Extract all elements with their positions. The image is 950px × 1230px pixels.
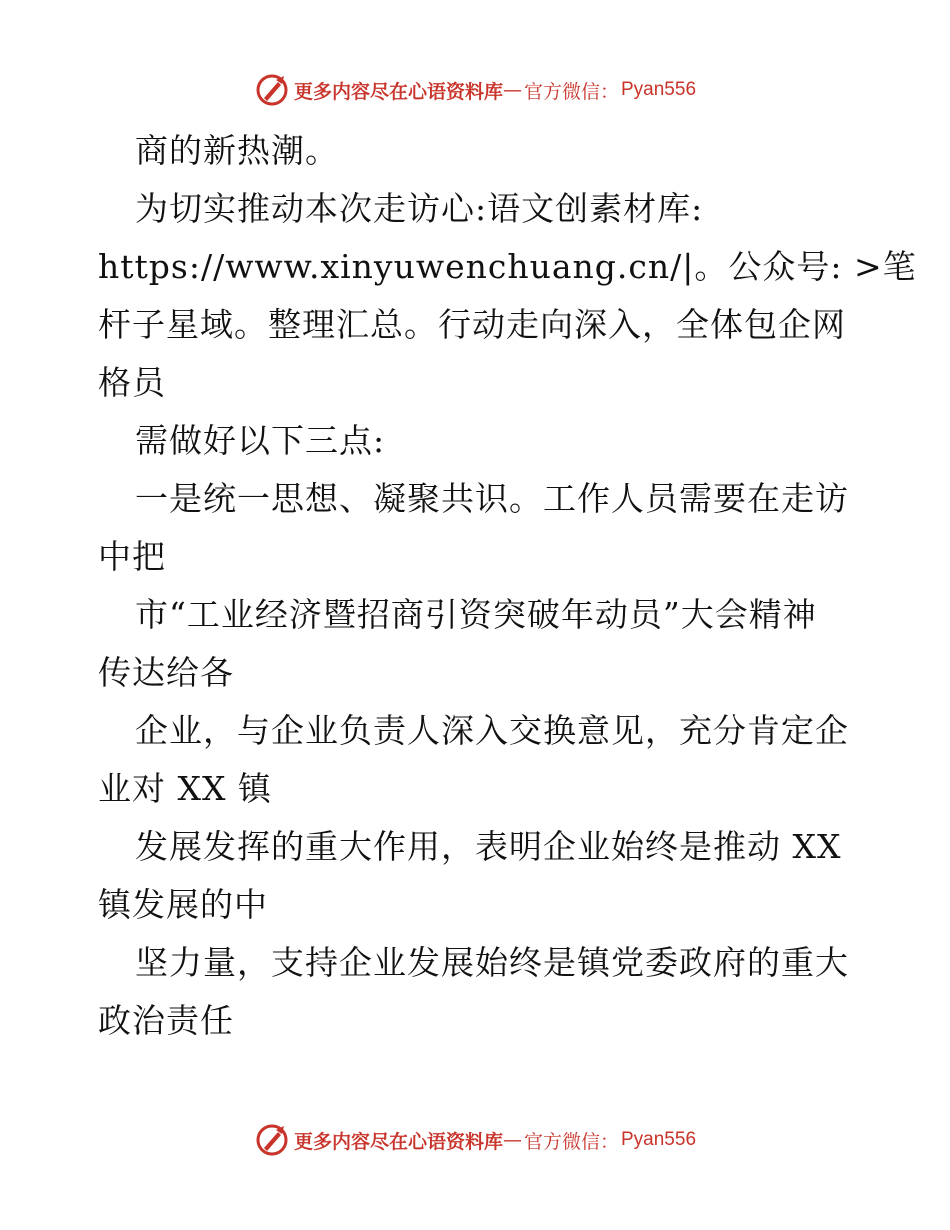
body-line: 政治责任 [98, 1001, 234, 1040]
quill-pen-logo-icon [254, 1122, 290, 1158]
body-line: https://www.xinyuwenchuang.cn/|。公众号: >笔 [98, 247, 917, 286]
body-line: 中把 [98, 537, 166, 576]
body-line: 坚力量，支持企业发展始终是镇党委政府的重大 [135, 943, 849, 982]
body-line: 为切实推动本次走访心:语文创素材库: [135, 189, 704, 228]
body-line: 杆子星域。整理汇总。行动走向深入，全体包企网 [98, 305, 846, 344]
body-line: 需做好以下三点: [135, 421, 386, 460]
watermark-separator: — [502, 1129, 522, 1151]
quill-pen-logo-icon [254, 72, 290, 108]
watermark-label: 官方微信： [523, 80, 619, 103]
watermark-site-text: 更多内容尽在心语资料库 [293, 80, 503, 103]
header-watermark [0, 70, 950, 110]
body-line: 企业，与企业负责人深入交换意见，充分肯定企 [135, 711, 849, 750]
watermark-site-text: 更多内容尽在心语资料库 [293, 1130, 503, 1153]
footer-watermark [0, 1120, 950, 1160]
document-body [98, 122, 917, 1050]
body-line: 业对 XX 镇 [98, 769, 272, 808]
body-line: 格员 [98, 363, 166, 402]
watermark-separator: — [502, 79, 522, 101]
body-line: 传达给各 [98, 653, 234, 692]
watermark-wechat-id: Pyan556 [621, 1129, 697, 1150]
body-line: 市“工业经济暨招商引资突破年动员”大会精神 [135, 595, 817, 634]
watermark-label: 官方微信： [523, 1130, 619, 1153]
watermark-wechat-id: Pyan556 [621, 79, 697, 100]
body-line: 发展发挥的重大作用，表明企业始终是推动 XX [135, 827, 842, 866]
body-line: 镇发展的中 [98, 885, 268, 924]
body-line: 商的新热潮。 [135, 131, 339, 170]
body-line: 一是统一思想、凝聚共识。工作人员需要在走访 [135, 479, 849, 518]
